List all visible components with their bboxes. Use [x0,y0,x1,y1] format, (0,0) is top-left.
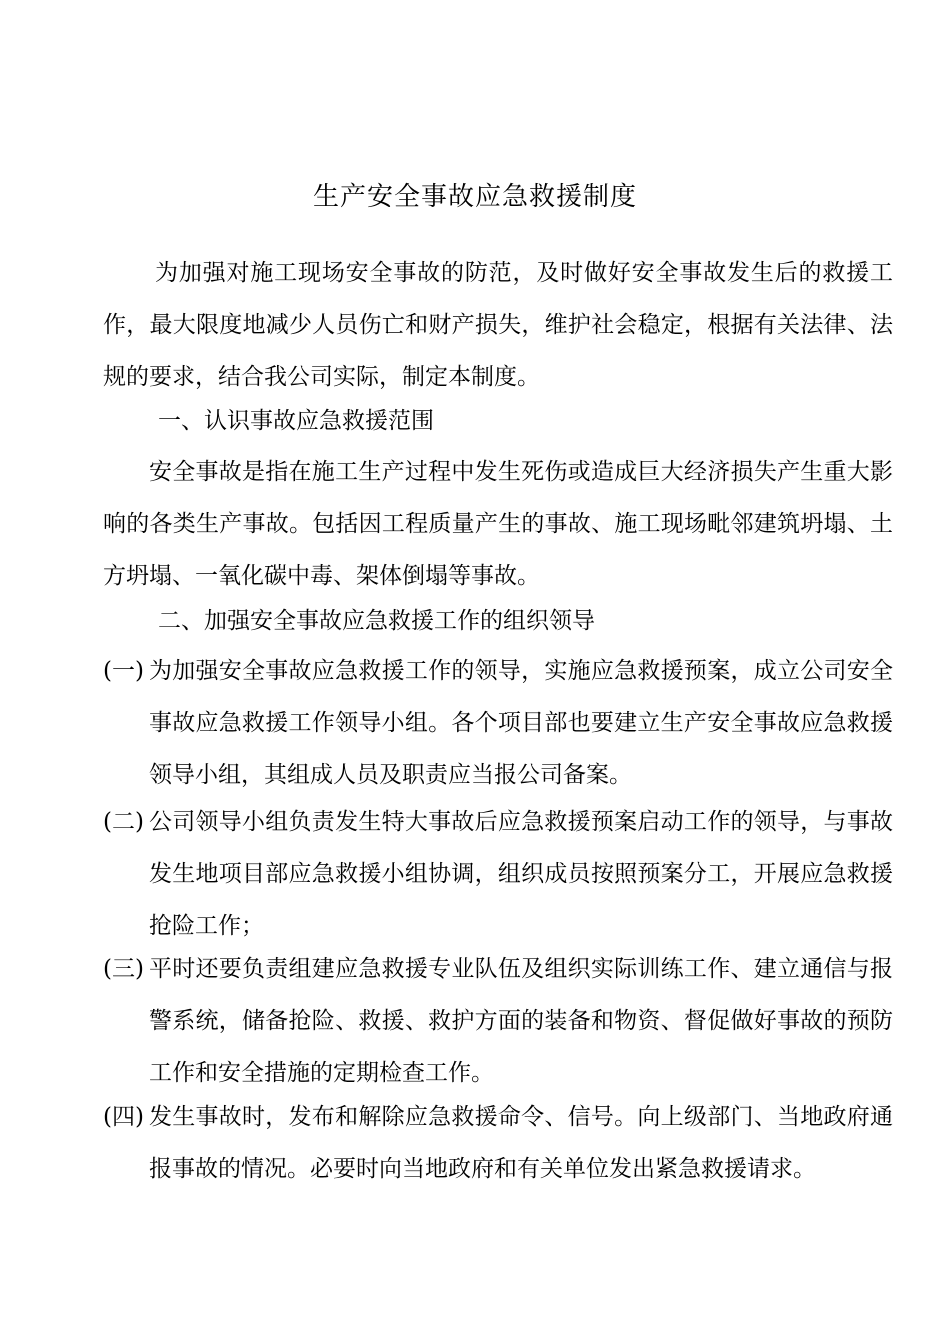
section-2-item-1 [103,645,893,801]
list-item [103,1091,893,1195]
list-marker: (三) [103,956,144,982]
list-item-text: 为加强安全事故应急救援工作的领导，实施应急救援预案，成立公司安全事故应急救援工作领导小组。各个项目部也要建立生产安全事故应急救援领导小组，其组成人员及职责应当报公司备案。 [149,658,893,788]
list-item [103,645,893,801]
list-item [103,796,893,952]
intro-paragraph: 为加强对施工现场安全事故的防范，及时做好安全事故发生后的救援工作，最大限度地减少人员伤亡和财产损失，维护社会稳定，根据有关法律、法规的要求，结合我公司实际，制定本制度。 [103,260,893,390]
list-item-text: 公司领导小组负责发生特大事故后应急救援预案启动工作的领导，与事故发生地项目部应急救援小组协调，组织成员按照预案分工，开展应急救援抢险工作； [149,809,893,939]
document-title: 生产安全事故应急救援制度 [312,182,637,213]
list-marker: (四) [103,1104,144,1130]
list-item [103,943,893,1099]
list-marker: (二) [103,809,144,835]
section-1-heading: 一、认识事故应急救援范围 [158,408,434,434]
section-1-body: 安全事故是指在施工生产过程中发生死伤或造成巨大经济损失产生重大影响的各类生产事故。包括因工程质量产生的事故、施工现场毗邻建筑坍塌、土方坍塌、一氧化碳中毒、架体倒塌等事故。 [103,459,893,589]
list-marker: (一) [103,658,144,684]
section-2-heading: 二、加强安全事故应急救援工作的组织领导 [158,608,595,634]
list-item-text: 平时还要负责组建应急救援专业队伍及组织实际训练工作、建立通信与报警系统，储备抢险、救援、救护方面的装备和物资、督促做好事故的预防工作和安全措施的定期检查工作。 [149,956,893,1086]
section-2-item-2 [103,796,893,952]
list-item-text: 发生事故时，发布和解除应急救援命令、信号。向上级部门、当地政府通报事故的情况。必要时向当地政府和有关单位发出紧急救援请求。 [149,1104,893,1182]
section-2-item-3 [103,943,893,1099]
section-2-item-4 [103,1091,893,1195]
